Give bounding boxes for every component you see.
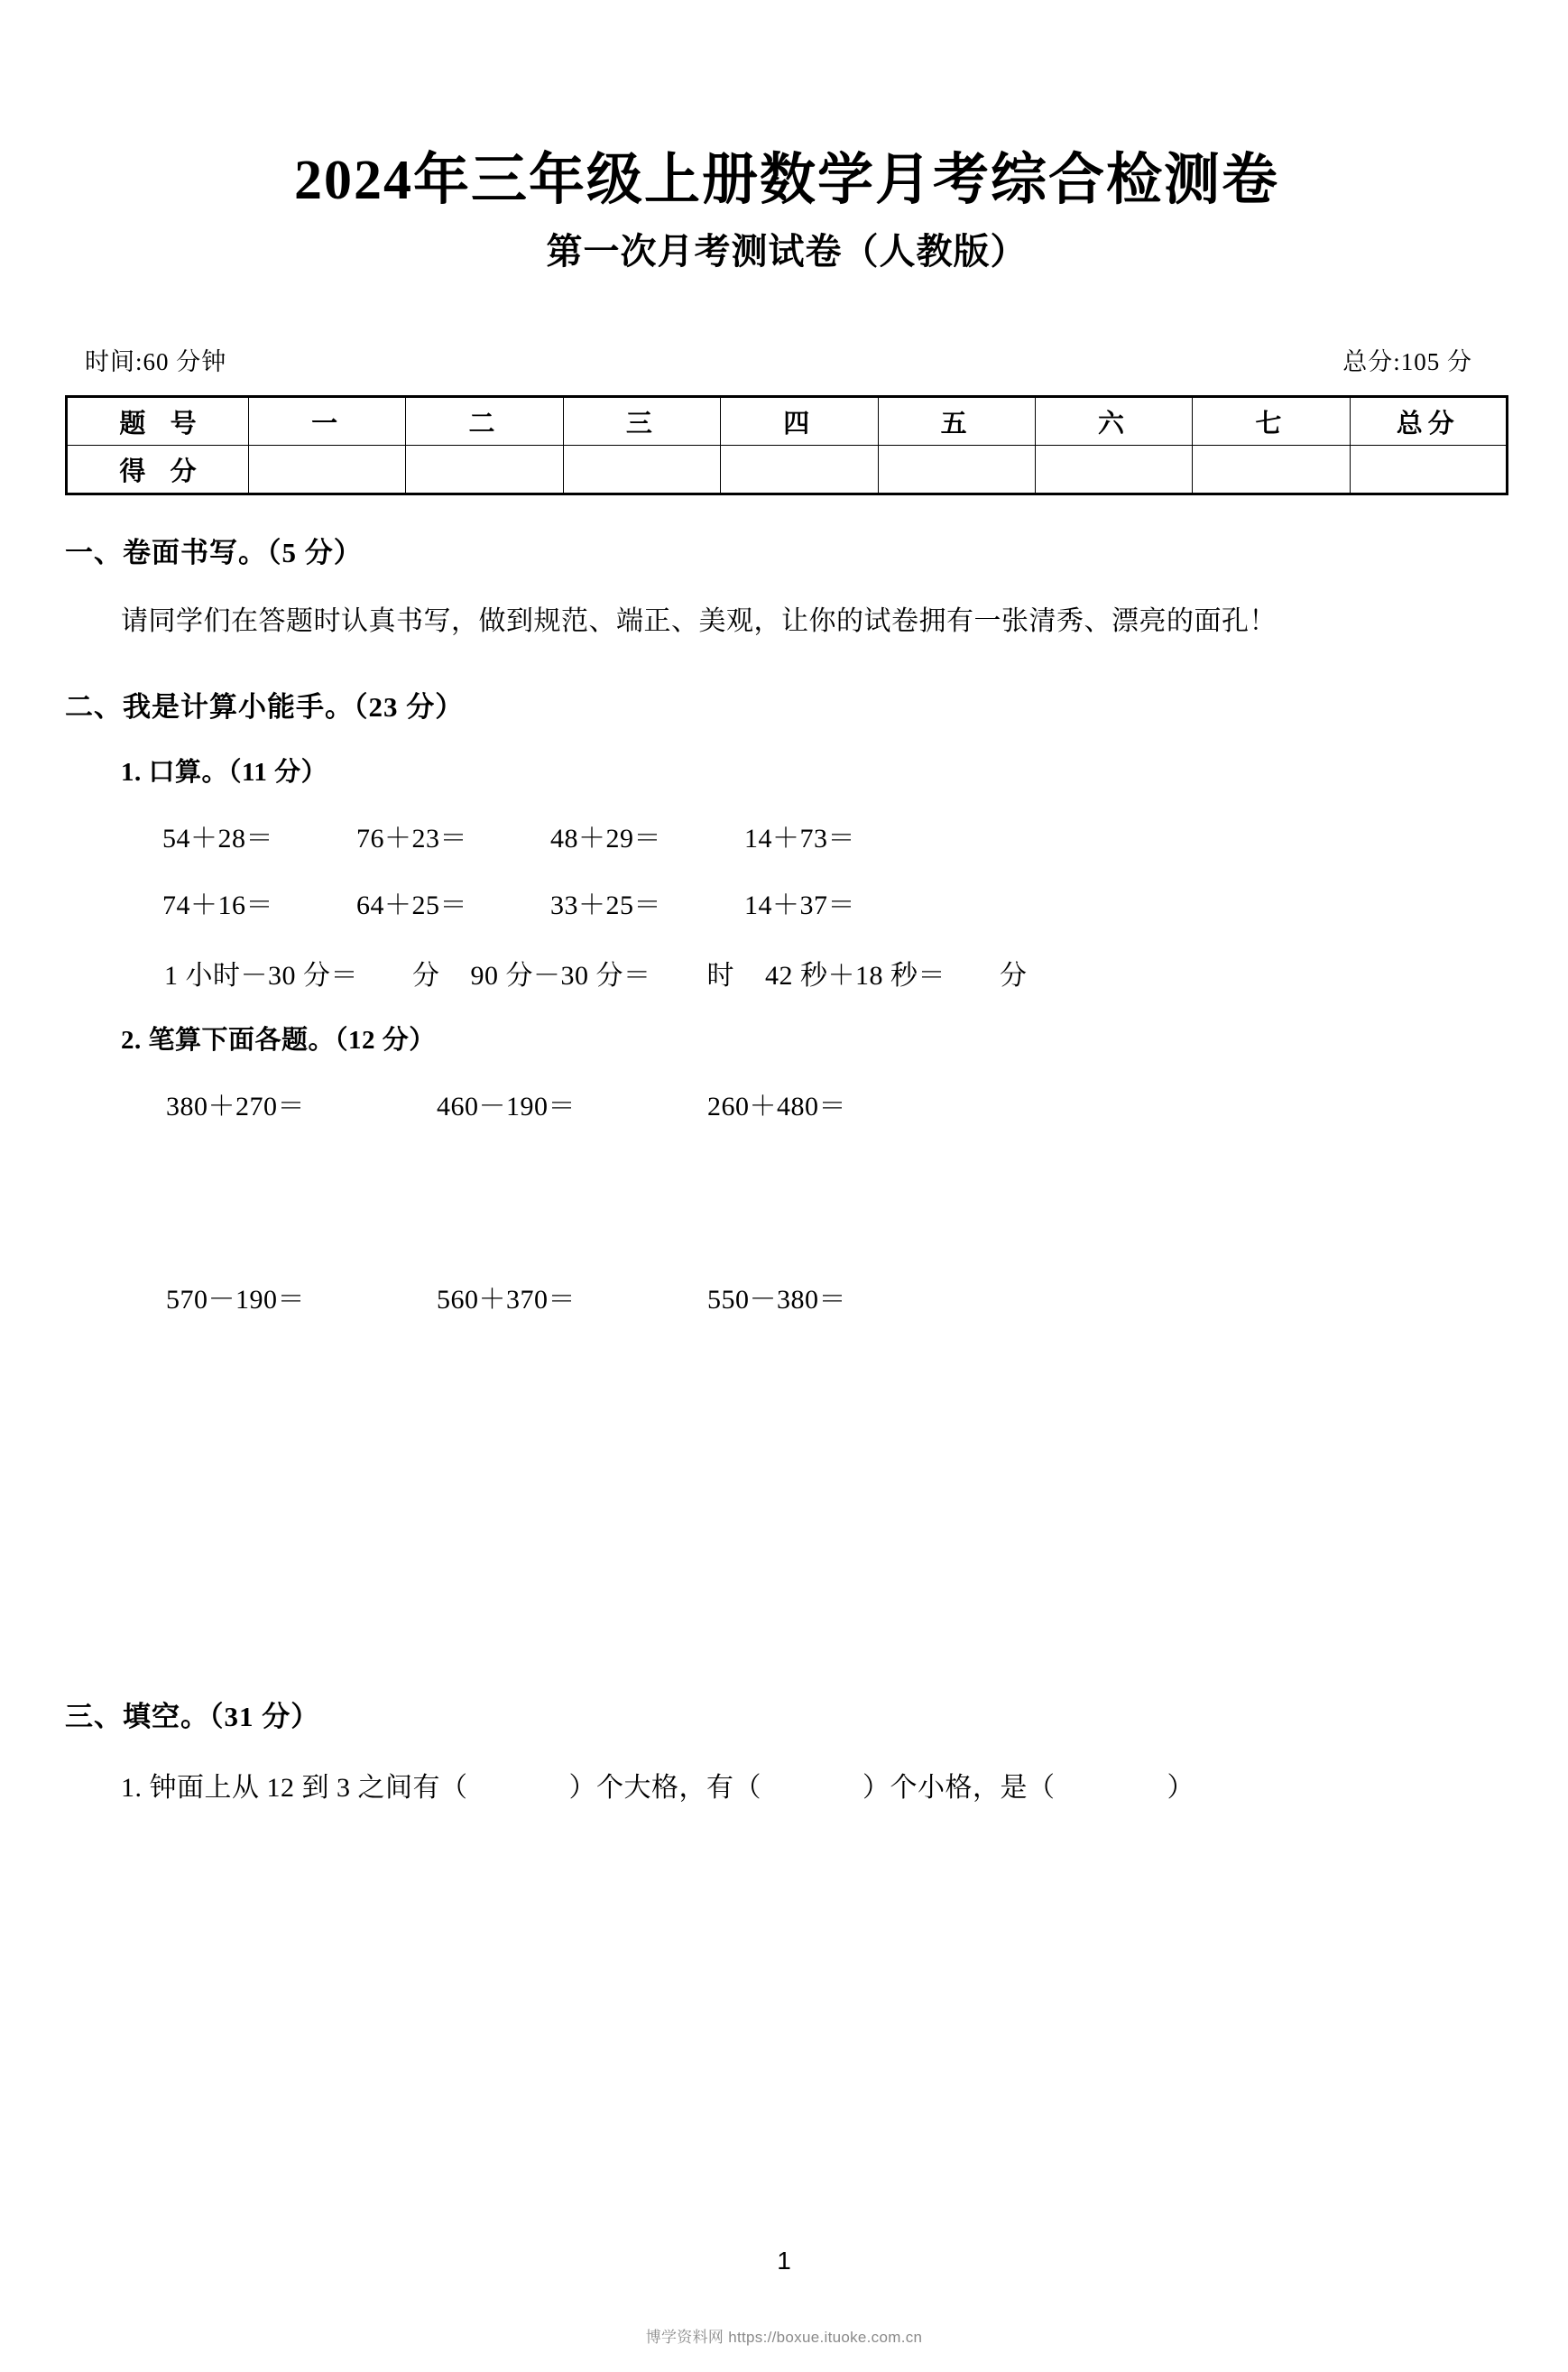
calc-problem[interactable]: 460－190＝	[437, 1091, 576, 1121]
score-table-col-3: 三	[563, 397, 720, 446]
score-table-col-7: 七	[1193, 397, 1350, 446]
section-two-sub1-heading: 1. 口算。（11 分）	[121, 757, 328, 787]
score-table-col-5: 五	[878, 397, 1035, 446]
page-subtitle: 第一次月考测试卷（人教版）	[546, 231, 1028, 272]
written-calc-row-2	[65, 1277, 1508, 1316]
table-row-question-numbers	[67, 397, 1508, 446]
score-cell-6[interactable]	[1035, 446, 1192, 494]
fill-q1-part3: ）个小格，是（	[862, 1772, 1056, 1803]
score-table-col-1: 一	[249, 397, 406, 446]
site-footer: 博学资料网 https://boxue.ituoke.com.cn	[645, 2329, 923, 2346]
score-table-col-4: 四	[721, 397, 878, 446]
fill-q1-part2: ）个大格，有（	[568, 1772, 761, 1803]
score-cell-total[interactable]	[1350, 446, 1507, 494]
score-cell-5[interactable]	[878, 446, 1035, 494]
calc-problem[interactable]: 33＋25＝	[550, 890, 661, 920]
time-problem-3[interactable]: 42 秒＋18 秒＝	[765, 960, 945, 991]
score-cell-2[interactable]	[406, 446, 563, 494]
section-one-body: 请同学们在答题时认真书写，做到规范、端正、美观，让你的试卷拥有一张清秀、漂亮的面孔！	[121, 606, 1277, 637]
calc-problem[interactable]: 64＋25＝	[356, 890, 467, 920]
section-two-heading: 二、我是计算小能手。（23 分）	[65, 690, 465, 723]
exam-duration: 时间:60 分钟	[85, 348, 227, 376]
section-two-sub2-heading: 2. 笔算下面各题。（12 分）	[121, 1025, 436, 1055]
calc-problem[interactable]: 76＋23＝	[356, 823, 467, 854]
time-unit-1: 分	[412, 960, 440, 991]
calc-problem[interactable]: 380＋270＝	[166, 1091, 305, 1121]
calc-problem[interactable]: 74＋16＝	[162, 890, 273, 920]
calc-problem[interactable]: 14＋37＝	[744, 890, 855, 920]
exam-total-score: 总分:105 分	[1342, 348, 1472, 376]
work-space-area-1[interactable]	[65, 1123, 1508, 1250]
time-conversion-row	[65, 953, 1508, 992]
time-problem-2[interactable]: 90 分－30 分＝	[470, 960, 651, 991]
score-cell-1[interactable]	[249, 446, 406, 494]
score-table-wrapper	[65, 395, 1508, 495]
oral-calc-row-1	[65, 816, 1508, 855]
page-content	[65, 0, 1508, 1804]
calc-problem[interactable]: 570－190＝	[166, 1284, 305, 1315]
score-table-row-label-score: 得 分	[67, 446, 249, 494]
fill-in-blank-question-1	[65, 1765, 1508, 1804]
work-space-area-2[interactable]	[65, 1316, 1508, 1659]
score-cell-4[interactable]	[721, 446, 878, 494]
score-table-col-6: 六	[1035, 397, 1192, 446]
fill-q1-part1: 1. 钟面上从 12 到 3 之间有（	[121, 1772, 468, 1803]
time-unit-3: 分	[1000, 960, 1028, 991]
written-calc-row-1	[65, 1084, 1508, 1123]
section-three-heading: 三、填空。（31 分）	[65, 1700, 320, 1732]
page-number: 1	[777, 2247, 791, 2275]
calc-problem[interactable]: 14＋73＝	[744, 823, 855, 854]
exam-info-row	[65, 342, 1508, 377]
fill-q1-part4: ）	[1167, 1772, 1194, 1803]
time-unit-2: 时	[706, 960, 734, 991]
section-one-heading: 一、卷面书写。（5 分）	[65, 537, 363, 569]
oral-calc-row-2	[65, 882, 1508, 922]
score-table-row-label-question: 题 号	[67, 397, 249, 446]
score-table-col-2: 二	[406, 397, 563, 446]
time-problem-1[interactable]: 1 小时－30 分＝	[164, 960, 358, 991]
score-cell-7[interactable]	[1193, 446, 1350, 494]
table-row-scores	[67, 446, 1508, 494]
page-title: 2024年三年级上册数学月考综合检测卷	[293, 150, 1279, 211]
score-table	[65, 395, 1508, 495]
calc-problem[interactable]: 550－380＝	[707, 1284, 846, 1315]
calc-problem[interactable]: 260＋480＝	[707, 1091, 846, 1121]
calc-problem[interactable]: 560＋370＝	[437, 1284, 576, 1315]
calc-problem[interactable]: 48＋29＝	[550, 823, 661, 854]
score-cell-3[interactable]	[563, 446, 720, 494]
calc-problem[interactable]: 54＋28＝	[162, 823, 273, 854]
score-table-col-total: 总分	[1350, 397, 1507, 446]
